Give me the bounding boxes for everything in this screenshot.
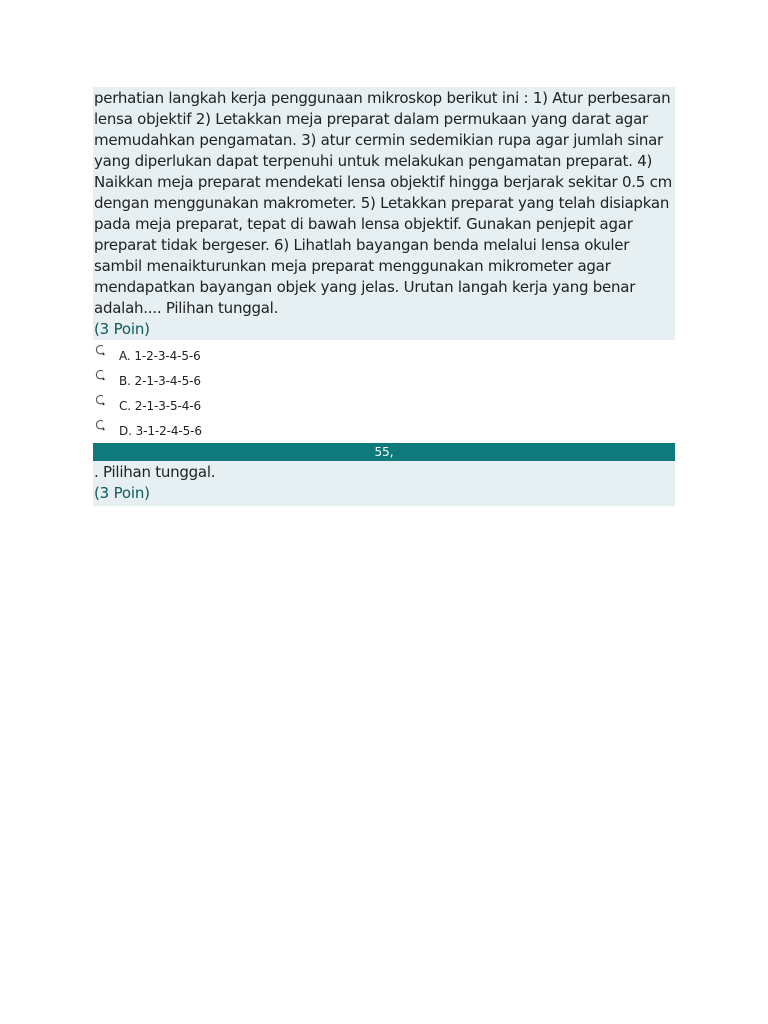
- radio-button-icon[interactable]: [94, 419, 106, 431]
- question-1-text: perhatian langkah kerja penggunaan mikroskop berikut ini : 1) Atur perbesaran lensa objektif 2) Letakkan meja preparat dalam permukaan yang darat agar memudahkan pengamatan. 3) atur cermin sedemikian rupa agar jumlah sinar yang diperlukan dapat terpenuhi untuk melakukan pengamatan preparat. 4) Naikkan meja preparat mendekati lensa objektif hingga berjarak sekitar 0.5 cm dengan menggunakan makrometer. 5) Letakkan preparat yang telah disiapkan pada meja preparat, tepat di bawah lensa objektif. Gunakan penjepit agar preparat tidak bergeser. 6) Lihatlah bayangan benda melalui lensa okuler sambil menaikturunkan meja preparat menggunakan mikrometer agar mendapatkan bayangan objek yang jelas. Urutan langah kerja yang benar adalah.... Pilihan tunggal.: [94, 89, 672, 317]
- option-a-label: A. 1-2-3-4-5-6: [119, 349, 201, 363]
- radio-button-icon[interactable]: [94, 344, 106, 356]
- radio-button-icon[interactable]: [94, 369, 106, 381]
- question-number: 55,: [374, 445, 394, 459]
- question-1-options: [93, 340, 675, 440]
- option-b[interactable]: [93, 365, 675, 390]
- radio-button-icon[interactable]: [94, 394, 106, 406]
- question-1-points: (3 Poin): [94, 320, 150, 338]
- option-b-label: B. 2-1-3-4-5-6: [119, 374, 201, 388]
- option-d-label: D. 3-1-2-4-5-6: [119, 424, 202, 438]
- quiz-sheet: [93, 87, 675, 506]
- option-c-label: C. 2-1-3-5-4-6: [119, 399, 202, 413]
- option-a[interactable]: [93, 340, 675, 365]
- question-2-block: [93, 461, 675, 506]
- question-2-points: (3 Poin): [94, 484, 150, 502]
- option-c[interactable]: [93, 390, 675, 415]
- question-number-bar: [93, 443, 675, 461]
- question-1-block: [93, 87, 675, 340]
- option-d[interactable]: [93, 415, 675, 440]
- question-2-text: . Pilihan tunggal.: [94, 463, 216, 481]
